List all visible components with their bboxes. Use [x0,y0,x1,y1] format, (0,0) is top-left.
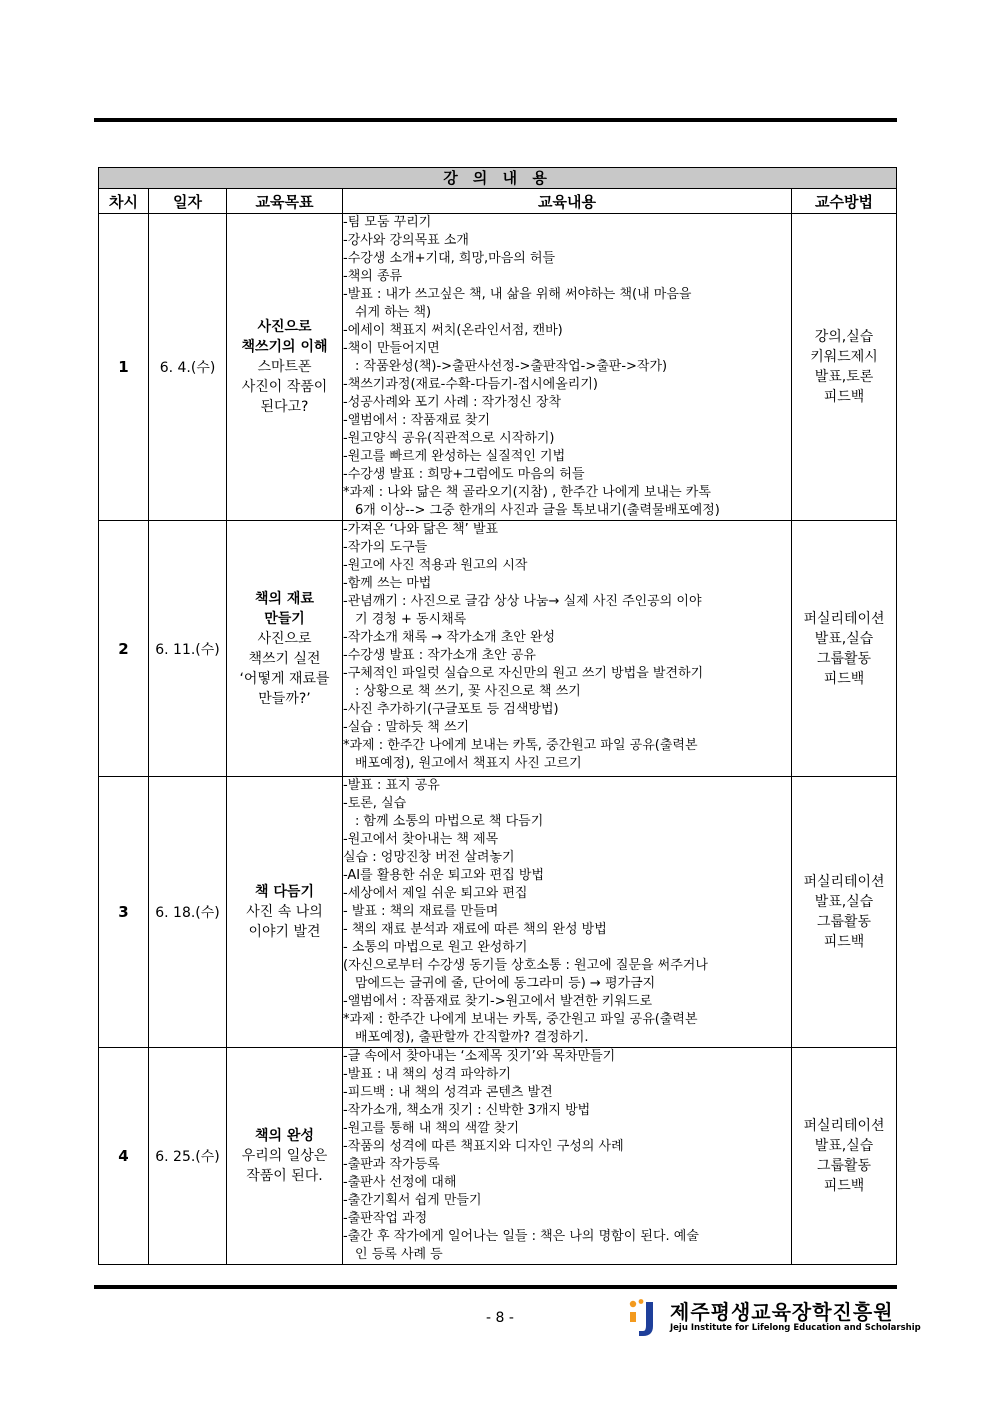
footer-rule [94,1285,897,1289]
content-line: -성공사례와 포기 사례 : 작가정신 장착 [343,395,562,410]
content-cell [343,777,792,1048]
logo-mark-icon [626,1298,666,1338]
method-line: 키워드제시 [810,349,878,365]
goal-cell [227,214,343,521]
content-line: *과제 : 나와 닮은 책 골라오기(지참) , 한주간 나에게 보내는 카톡 [343,485,711,500]
content-line: -작품의 성격에 따른 책표지와 디자인 구성의 사례 [343,1139,624,1154]
table-row [99,777,897,1048]
method-line: 발표,토론 [814,369,874,385]
method-cell [792,1048,897,1265]
content-line: -원고를 빠르게 완성하는 실질적인 기법 [343,449,566,464]
method-line: 피드백 [823,934,865,950]
content-line: -구체적인 파일럿 실습으로 자신만의 원고 쓰기 방법을 발견하기 [343,666,704,681]
content-line: -수강생 소개+기대, 희망,마음의 허들 [343,251,556,266]
content-line: -앨범에서 : 작품재료 찾기->원고에서 발견한 키워드로 [343,994,653,1009]
content-line: -에세이 책표지 써치(온라인서점, 캔바) [343,323,563,338]
content-line: 실습 : 엉망진창 버전 살려놓기 [343,850,515,865]
header-date: 일자 [149,189,227,214]
content-line: 배포예정), 출판할까 간직할까? 결정하기. [355,1030,589,1045]
content-line: -원고에 사진 적용과 원고의 시작 [343,558,528,573]
table-row [99,214,897,521]
content-line: -앨범에서 : 작품재료 찾기 [343,413,491,428]
content-line: *과제 : 한주간 나에게 보내는 카톡, 중간원고 파일 공유(출력본 [343,1012,698,1027]
session-cell: 4 [99,1048,149,1265]
content-line: -피드백 : 내 책의 성격과 콘텐츠 발견 [343,1085,553,1100]
content-line: -강사와 강의목표 소개 [343,233,469,248]
content-line: -발표 : 내 책의 성격 파악하기 [343,1067,511,1082]
content-line: -책이 만들어지면 [343,341,440,356]
content-line: - 발표 : 책의 재료를 만들며 [343,904,499,919]
method-line: 발표,실습 [814,894,874,910]
content-line: -팀 모둠 꾸리기 [343,215,432,230]
goal-line: 이야기 발견 [248,924,321,940]
goal-title-line: 책쓰기의 이해 [241,339,328,355]
content-line: -책의 종류 [343,269,403,284]
goal-line: 만들까?’ [258,690,311,707]
goal-line: 사진이 작품이 [241,379,328,395]
content-line: 6개 이상--> 그중 한개의 사진과 글을 톡보내기(출력물배포예정) [355,503,720,518]
method-line: 그룹활동 [816,914,872,930]
content-line: 맘에드는 글귀에 줄, 단어에 동그라미 등) → 평가금지 [355,976,656,991]
session-cell: 2 [99,521,149,777]
header-session: 차시 [99,189,149,214]
content-line: -원고양식 공유(직관적으로 시작하기) [343,431,555,446]
content-line: - 책의 재료 분석과 재료에 따른 책의 완성 방법 [343,922,607,937]
header-method: 교수방법 [792,189,897,214]
method-line: 퍼실리테이션 [803,1118,885,1134]
method-line: 피드백 [823,389,865,405]
header-content: 교육내용 [343,189,792,214]
content-line: *과제 : 한주간 나에게 보내는 카톡, 중간원고 파일 공유(출력본 [343,738,698,753]
method-cell [792,521,897,777]
method-line: 발표,실습 [814,630,874,647]
goal-line: 우리의 일상은 [241,1148,328,1164]
method-cell [792,214,897,521]
content-line: -사진 추가하기(구글포토 등 검색방법) [343,702,559,717]
content-line: -토론, 실습 [343,796,407,811]
session-cell: 1 [99,214,149,521]
content-line: -작가소개, 책소개 짓기 : 신박한 3개지 방법 [343,1103,591,1118]
content-line: -출판작업 과정 [343,1211,428,1226]
content-line: -실습 : 말하듯 책 쓰기 [343,720,470,735]
content-line: -출판사 선정에 대해 [343,1175,457,1190]
method-line: 피드백 [823,1178,865,1194]
content-line: 배포예정), 원고에서 책표지 사진 고르기 [355,756,582,771]
header-rule [94,118,897,122]
content-line: -글 속에서 찾아내는 ‘소제목 짓기’와 목차만들기 [343,1049,616,1064]
goal-title-line: 만들기 [264,610,305,627]
content-line: - 소통의 마법으로 원고 완성하기 [343,940,528,955]
goal-line: 작품이 된다. [246,1168,323,1184]
table-row [99,1048,897,1265]
logo-text-english: Jeju Institute for Lifelong Education and Scholarship [670,1323,921,1333]
method-line: 피드백 [823,670,865,687]
logo-text-korean: 제주평생교육장학진흥원 [670,1300,894,1324]
content-line: -원고에서 찾아내는 책 제목 [343,832,499,847]
date-cell: 6. 25.(수) [149,1048,227,1265]
goal-line: ‘어떻게 재료를 [239,670,330,687]
method-cell [792,777,897,1048]
method-line: 퍼실리테이션 [803,874,885,890]
content-line: -출간기획서 쉽게 만들기 [343,1193,482,1208]
header-goal: 교육목표 [227,189,343,214]
method-line: 강의,실습 [814,329,874,345]
lecture-content-table [98,167,897,1265]
content-line: -세상에서 제일 쉬운 퇴고와 편집 [343,886,528,901]
page-number: - 8 - [486,1310,514,1326]
goal-cell [227,1048,343,1265]
goal-title-line: 책의 완성 [255,1128,314,1144]
content-line: -발표 : 표지 공유 [343,778,440,793]
content-line: -작가소개 채록 → 작가소개 초안 완성 [343,630,556,645]
content-line: -AI를 활용한 쉬운 퇴고와 편집 방법 [343,868,545,883]
content-line: -원고를 통해 내 책의 색깔 찾기 [343,1121,520,1136]
content-line: : 상황으로 책 쓰기, 꽃 사진으로 책 쓰기 [355,684,581,699]
content-line: 인 등록 사례 등 [355,1247,443,1262]
method-line: 발표,실습 [814,1138,874,1154]
goal-title-line: 책의 재료 [255,590,314,607]
goal-line: 사진 속 나의 [246,904,323,920]
content-line: -함께 쓰는 마법 [343,576,432,591]
content-cell [343,214,792,521]
content-line: -출판과 작가등록 [343,1157,440,1172]
content-line: -출간 후 작가에게 일어나는 일들 : 책은 나의 명함이 된다. 예술 [343,1229,699,1244]
date-cell: 6. 4.(수) [149,214,227,521]
content-line: -작가의 도구들 [343,540,428,555]
goal-line: 스마트폰 [257,359,312,375]
content-line: 쉬게 하는 책) [355,305,432,320]
goal-line: 책쓰기 실전 [248,650,321,667]
content-line: -가져온 ‘나와 닮은 책’ 발표 [343,522,499,537]
goal-title-line: 책 다듬기 [255,884,314,900]
goal-title-line: 사진으로 [257,319,312,335]
goal-cell [227,777,343,1048]
method-line: 퍼실리테이션 [803,610,885,627]
table-title: 강 의 내 용 [99,168,897,189]
content-cell [343,521,792,777]
goal-cell [227,521,343,777]
table-body [99,214,897,1265]
table-row [99,521,897,777]
content-line: : 작품완성(책)->출판사선정->출판작업->출판->작가) [355,359,668,374]
content-line: -책쓰기과정(재료-수확-다듬기-접시에올리기) [343,377,598,392]
goal-line: 된다고? [260,399,309,415]
method-line: 그룹활동 [816,650,872,667]
content-line: -수강생 발표 : 희망+그럼에도 마음의 허들 [343,467,585,482]
content-line: -관념깨기 : 사진으로 글감 상상 나눔→ 실제 사진 주인공의 이야 [343,594,702,609]
session-cell: 3 [99,777,149,1048]
date-cell: 6. 11.(수) [149,521,227,777]
content-line: : 함께 소통의 마법으로 책 다듬기 [355,814,544,829]
content-line: -발표 : 내가 쓰고싶은 책, 내 삶을 위해 써야하는 책(내 마음을 [343,287,692,302]
content-line: 기 경청 + 동시채록 [355,612,467,627]
content-line: -수강생 발표 : 작가소개 초안 공유 [343,648,536,663]
goal-line: 사진으로 [257,630,312,647]
content-cell [343,1048,792,1265]
institute-logo [626,1294,921,1338]
content-line: (자신으로부터 수강생 동기들 상호소통 : 원고에 질문을 써주거나 [343,958,708,973]
date-cell: 6. 18.(수) [149,777,227,1048]
method-line: 그룹활동 [816,1158,872,1174]
